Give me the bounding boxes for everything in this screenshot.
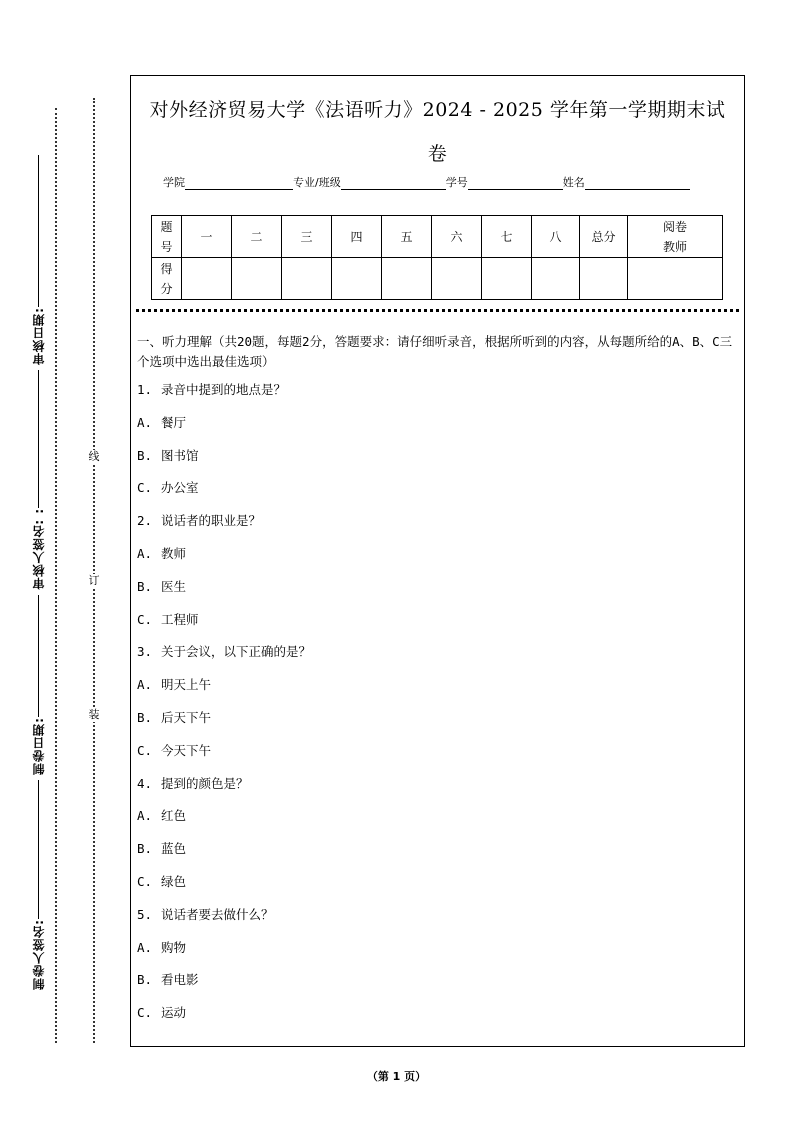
option-text: 后天下午 [161,709,212,725]
score-cell-grader[interactable] [628,258,723,300]
option-text: 今天下午 [161,742,212,758]
option-item[interactable] [137,839,737,872]
score-table [151,215,723,300]
option-text: 蓝色 [161,841,187,857]
question-item [137,774,737,807]
option-item[interactable] [137,544,737,577]
option-text: 工程师 [161,611,199,627]
reviewer-date-label: 审核日期: [31,307,46,365]
margin-dotted-line-outer [55,108,57,1043]
score-cell[interactable] [382,258,432,300]
score-header-cell: 三 [282,216,332,258]
option-letter: C. [137,480,153,496]
score-header-cell: 四 [332,216,382,258]
question-item [137,380,737,413]
bind-install-char: 装 [86,708,102,722]
score-header-cell: 七 [482,216,532,258]
option-item[interactable] [137,938,737,971]
name-label: 姓名 [562,176,585,189]
option-text: 绿色 [161,873,187,889]
option-item[interactable] [137,478,737,511]
question-item [137,511,737,544]
option-text: 明天上午 [161,677,212,693]
maker-sign-line [38,780,39,919]
question-number: 1. [137,382,153,397]
score-cell[interactable] [282,258,332,300]
option-item[interactable] [137,872,737,905]
question-text: 提到的颜色是？ [161,775,249,791]
option-letter: A. [137,414,153,430]
option-item[interactable] [137,708,737,741]
question-item [137,642,737,675]
option-item[interactable] [137,741,737,774]
score-header-cell-question: 题 号 [152,216,182,258]
exam-title-line2: 卷 [427,143,448,165]
option-letter: C. [137,1005,153,1021]
score-header-cell: 五 [382,216,432,258]
option-item[interactable] [137,806,737,839]
question-number: 2. [137,513,153,529]
score-cell[interactable] [332,258,382,300]
score-header-cell: 二 [232,216,282,258]
option-text: 餐厅 [161,414,187,430]
option-text: 办公室 [161,480,199,496]
option-letter: B. [137,709,153,725]
question-number: 4. [137,775,153,791]
maker-date-line [38,595,39,717]
score-cell[interactable] [232,258,282,300]
major-blank[interactable] [341,177,446,190]
option-letter: B. [137,841,153,857]
score-table-header-row [152,216,723,258]
exam-title [131,88,744,176]
option-text: 医生 [161,578,187,594]
name-blank[interactable] [585,177,690,190]
option-letter: B. [137,972,153,988]
option-letter: A. [137,677,153,693]
section-instruction: 一、听力理解（共20题，每题2分，答题要求：请仔细听录音，根据所听到的内容，从每题所给的A、B、C三个选项中选出最佳选项） [137,334,733,369]
reviewer-date-line [38,155,39,307]
bind-order-char: 订 [86,574,102,588]
option-text: 看电影 [161,972,199,988]
question-item [137,905,737,938]
score-cell[interactable] [532,258,580,300]
exam-frame [130,75,745,1047]
exam-title-line1: 对外经济贸易大学《法语听力》2024 - 2025 学年第一学期期末试 [149,99,726,121]
score-table-score-row [152,258,723,300]
student-info-row [163,174,690,190]
option-letter: C. [137,611,153,627]
option-letter: C. [137,742,153,758]
score-header-cell: 一 [182,216,232,258]
maker-sign-label: 制卷人签名: [31,919,46,990]
score-header-cell-grader: 阅卷 教师 [628,216,723,258]
option-text: 购物 [161,939,187,955]
binding-dotted-line [93,98,95,1043]
bind-line-char: 线 [86,450,102,464]
college-blank[interactable] [185,177,293,190]
reviewer-sign-field [27,370,49,590]
dotted-separator [136,309,739,312]
page-number: （第 1 页） [366,1070,427,1083]
student-id-label: 学号 [445,176,468,189]
question-number: 3. [137,644,153,660]
option-item[interactable] [137,413,737,446]
section-listening [137,332,737,1036]
score-row-label: 得 分 [152,258,182,300]
option-item[interactable] [137,577,737,610]
score-cell[interactable] [432,258,482,300]
option-letter: B. [137,447,153,463]
maker-date-label: 制卷日期: [31,717,46,775]
option-letter: C. [137,873,153,889]
option-item[interactable] [137,446,737,479]
question-list [137,380,737,1036]
score-header-cell: 八 [532,216,580,258]
student-id-blank[interactable] [468,177,563,190]
reviewer-sign-label: 审核人签名: : [31,508,46,590]
major-label: 专业/班级 [293,176,341,189]
maker-date-field [27,595,49,775]
college-label: 学院 [163,176,185,189]
option-letter: A. [137,939,153,955]
score-cell[interactable] [482,258,532,300]
question-text: 说话者的职业是？ [161,513,262,529]
score-header-cell-total: 总分 [580,216,628,258]
option-letter: A. [137,808,153,824]
option-text: 图书馆 [161,447,199,463]
reviewer-sign-line [38,370,39,508]
option-text: 红色 [161,808,187,824]
question-text: 关于会议，以下正确的是？ [161,644,312,660]
reviewer-date-field [27,155,49,365]
option-item[interactable] [137,970,737,1003]
option-letter: A. [137,545,153,561]
score-header-cell: 六 [432,216,482,258]
score-cell[interactable] [182,258,232,300]
maker-sign-field [27,780,49,990]
option-item[interactable] [137,675,737,708]
score-cell-total[interactable] [580,258,628,300]
option-text: 运动 [161,1005,187,1021]
option-item[interactable] [137,610,737,643]
option-letter: B. [137,578,153,594]
option-item[interactable] [137,1003,737,1036]
question-text: 录音中提到的地点是？ [161,382,287,397]
question-text: 说话者要去做什么？ [161,906,274,922]
question-number: 5. [137,906,153,922]
option-text: 教师 [161,545,187,561]
